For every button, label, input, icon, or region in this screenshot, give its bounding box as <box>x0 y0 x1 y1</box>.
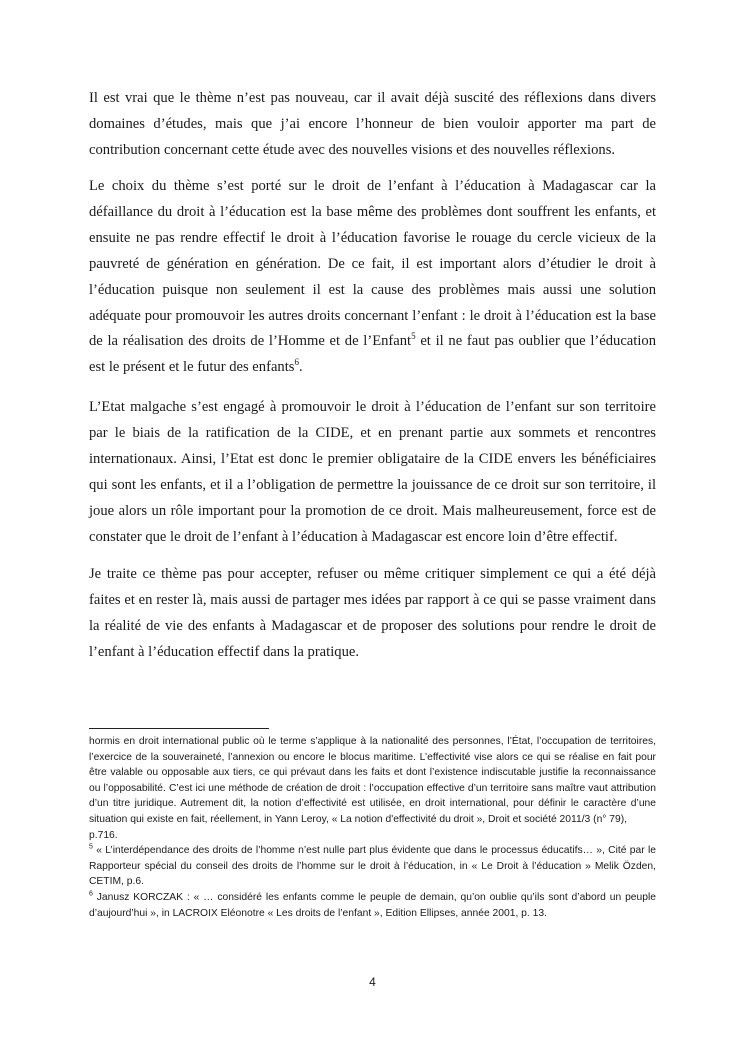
paragraph-2-text-b: et il ne faut pas oublier que l’éducation est le présent et le futur des enfants <box>89 333 656 376</box>
paragraph-2-text-c: . <box>298 359 303 376</box>
paragraph-4: Je traite ce thème pas pour accepter, refuser ou même critiquer simplement ce qui a été déjà faites et en rester là, mais aussi de partager mes idées par rapport à ce qui se passe vraiment dans la réalité de vie des enfants à Madagascar et de proposer des solutions pour rendre le droit de l’enfant à l’éducation effectif dans la pratique. <box>89 566 656 660</box>
paragraph-3: L’Etat malgache s’est engagé à promouvoir le droit à l’éducation de l’enfant sur son territoire par le biais de la ratification de la CIDE, et en prenant partie aux sommets et rencontres internationaux. Ainsi, l’Etat est donc le premier obligataire de la CIDE envers les bénéficiaires qui sont les enfants, et il a l’obligation de permettre la jouissance de ce droit sur son territoire, il joue alors un rôle important pour la promotion de ce droit. Mais malheureusement, force est de constater que le droit de l’enfant à l’éducation à Madagascar est encore loin d’être effectif. <box>89 399 656 545</box>
footnote-6-number: 6 <box>89 890 93 898</box>
footnote-6-text: Janusz KORCZAK : « … considéré les enfants comme le peuple de demain, qu’on oublie qu’ils sont d’abord un peuple d’aujourd’hui », in LACROIX Eléonotre « Les droits de l’enfant », Edition Ellipses, année 2001, p. 13. <box>89 891 656 919</box>
footnote-separator <box>89 728 269 729</box>
footnote-continued: hormis en droit international public où le terme s’applique à la nationalité des personnes, l’État, l’occupation de territoires, l’exercice de la souveraineté, l’annexion ou encore le blocus maritime. L’effectivité vise alors ce qui se réalise en fait pour être valable ou opposable aux tiers, ce qui prévaut dans les faits et dont l’existence indiscutable justifie la reconnaissance ou l’opposabilité. C’est ici une méthode de création de droit : l’occupation effective d’un territoire sans maître vaut attribution d’un titre juridique. Autrement dit, la notion d’effectivité est utilisée, en droit international, pour définir le caractère d’une situation qui existe en fait, réellement, in Yann Leroy, « La notion d'effectivité du droit », Droit et société 2011/3 (n° 79), <box>89 736 656 825</box>
footnote-ref-5[interactable]: 5 <box>411 331 416 342</box>
footnotes <box>89 734 656 921</box>
footnote-continued-page: p.716. <box>89 829 118 841</box>
footnote-6 <box>89 890 656 921</box>
page-number: 4 <box>369 975 376 989</box>
footnote-5 <box>89 843 656 890</box>
paragraph-2 <box>89 174 656 381</box>
paragraph-1: Il est vrai que le thème n’est pas nouveau, car il avait déjà suscité des réflexions dans divers domaines d’études, mais que j’ai encore l’honneur de bien vouloir apporter ma part de contribution concernant cette étude avec des nouvelles visions et des nouvelles réflexions. <box>89 90 656 158</box>
footnote-ref-6[interactable]: 6 <box>294 357 299 368</box>
footnote-5-text: « L’interdépendance des droits de l’homme n’est nulle part plus évidente que dans le processus éducatifs… », Cité par le Rapporteur spécial du conseil des droits de l’homme sur le droit à l’éducation, in « Le Droit à l’éducation » Melik Özden, CETIM, p.6. <box>89 845 656 888</box>
paragraph-2-text-a: Le choix du thème s’est porté sur le droit de l’enfant à l’éducation à Madagascar car la défaillance du droit à l’éducation est la base même des problèmes dont souffrent les enfants, et ensuite ne pas rendre effectif le droit à l’éducation favorise le rouage du cercle vicieux de la pauvreté de génération en génération. De ce fait, il est important alors d’étudier le droit à l’éducation puisque non seulement il est la cause des problèmes mais aussi une solution adéquate pour promouvoir les autres droits concernant l’enfant : le droit à l’éducation est la base de la réalisation des droits de l’Homme et de l’Enfant <box>89 178 656 350</box>
footnote-5-number: 5 <box>89 843 93 851</box>
